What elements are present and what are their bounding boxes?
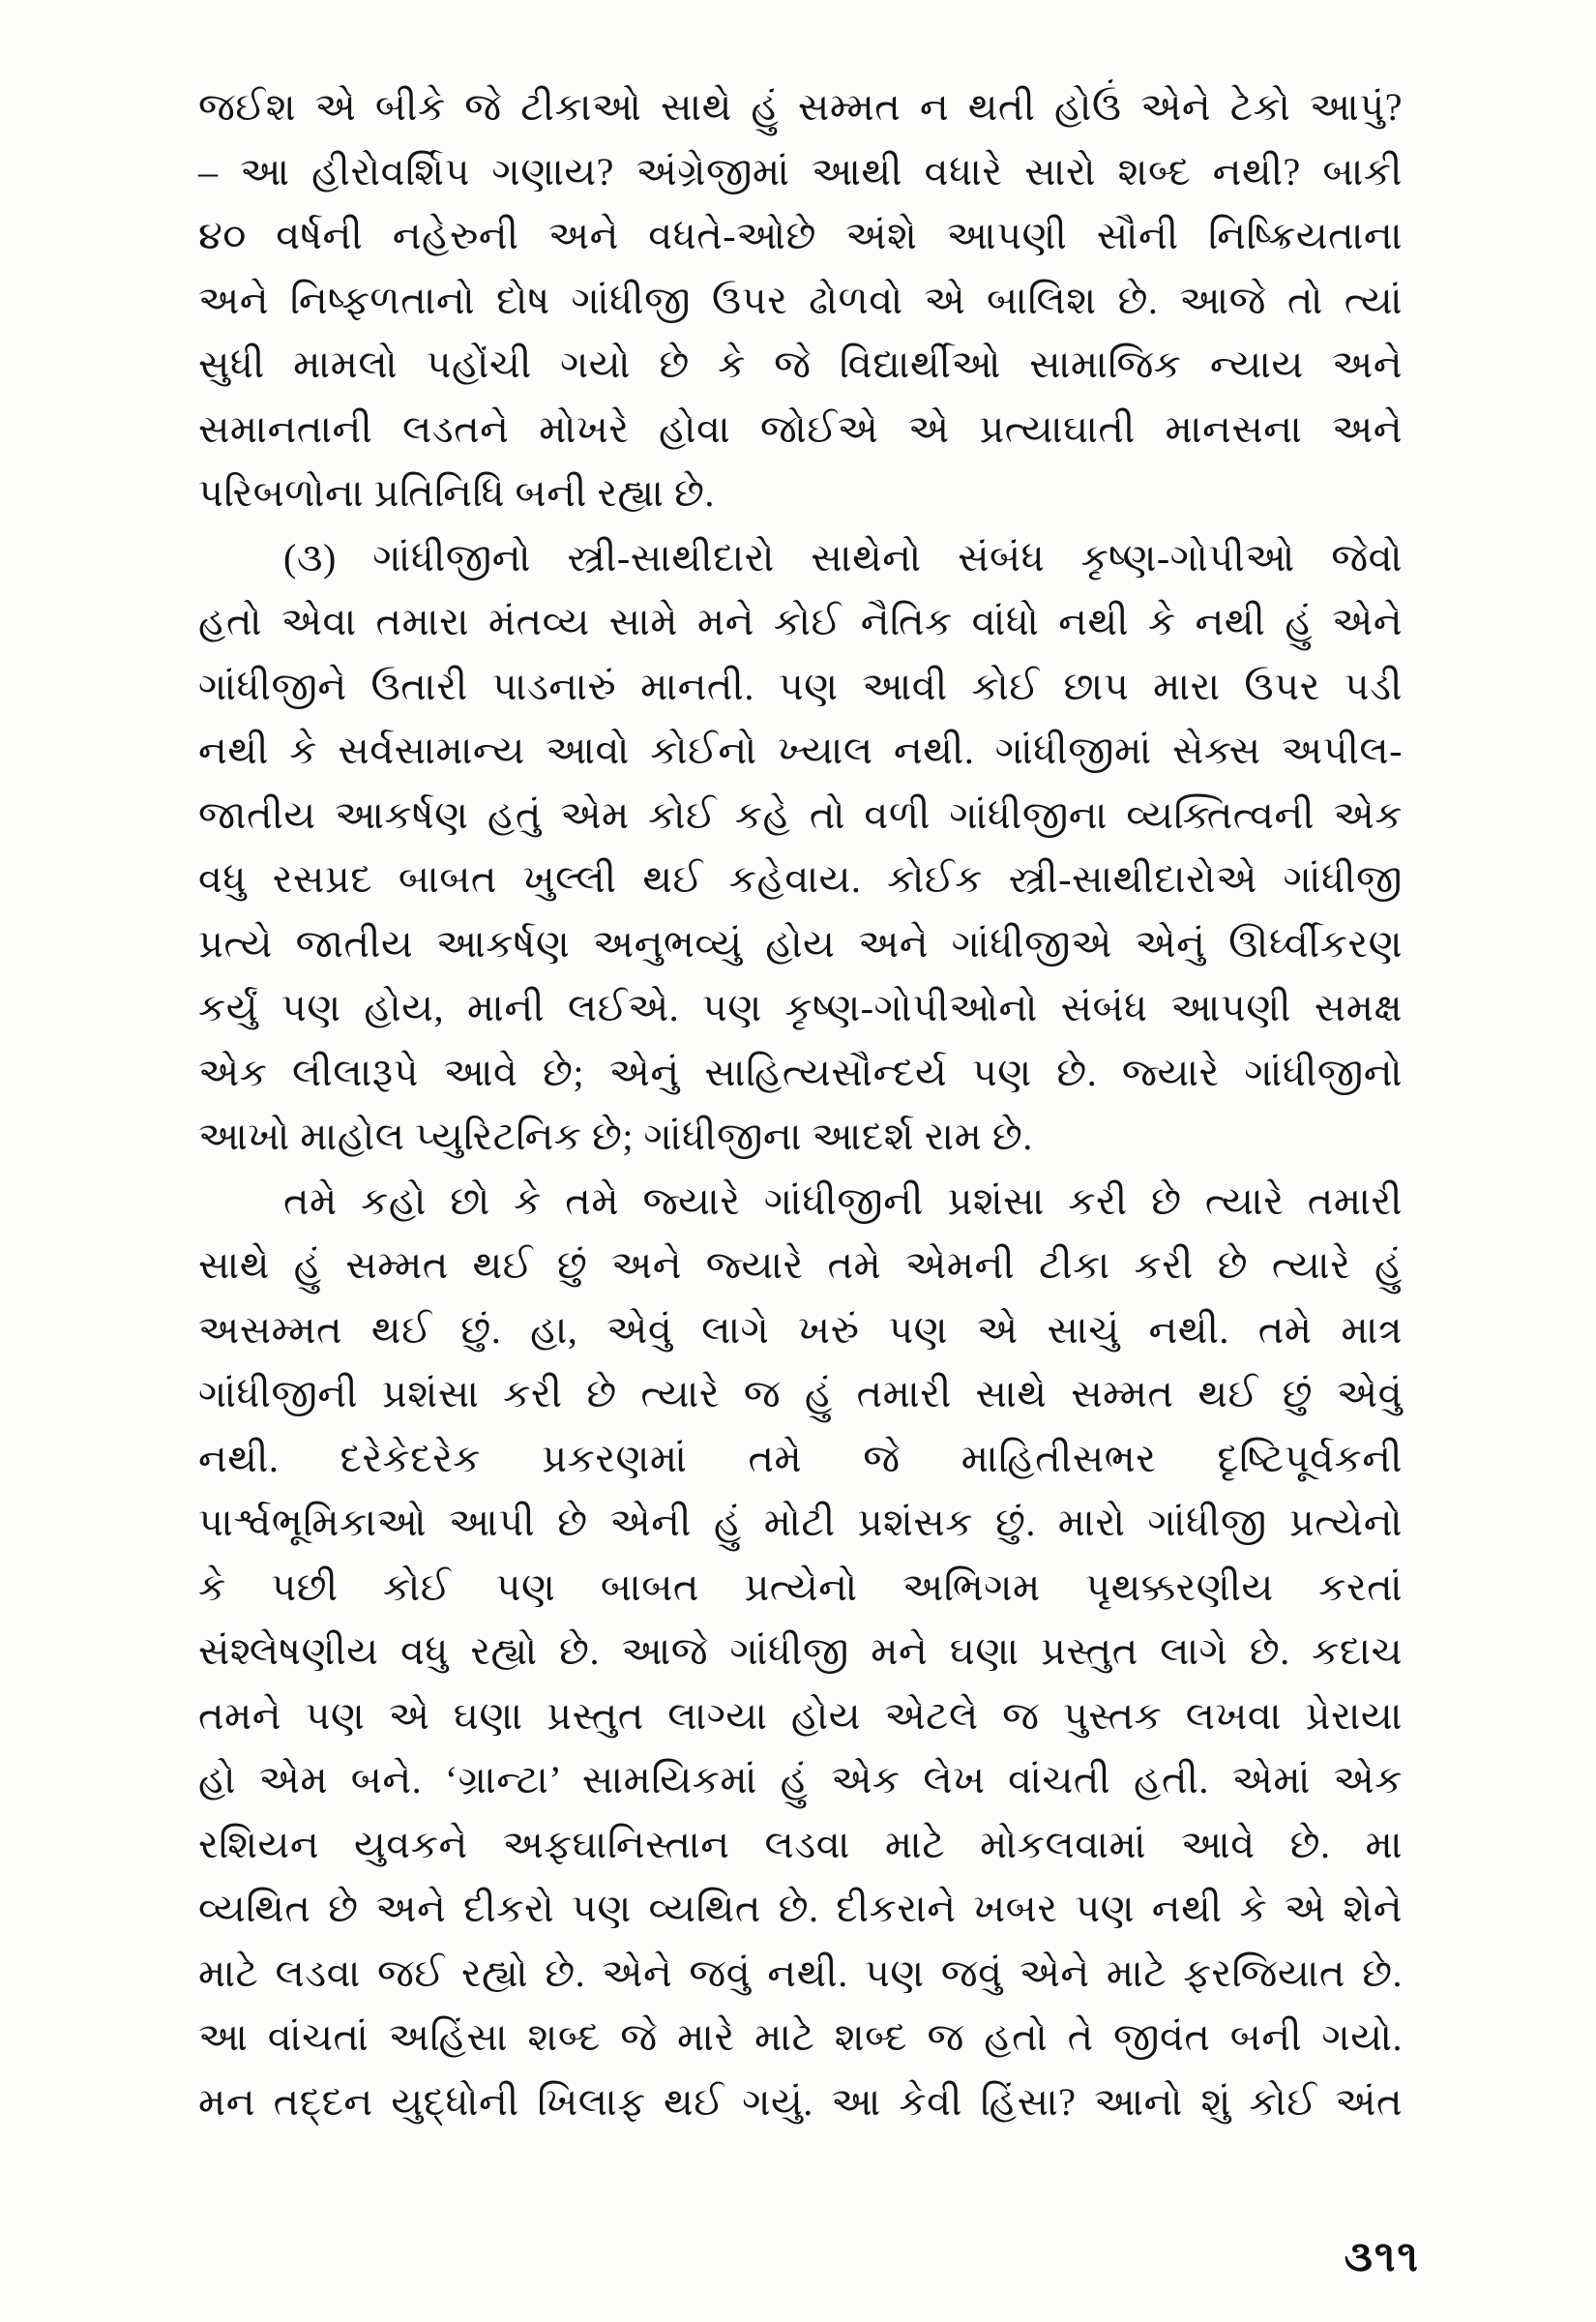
text-line: મન તદ્દન યુદ્ધોની ખિલાફ થઈ ગયું. આ કેવી હિંસા? આનો શું કોઈ અંત xyxy=(198,2079,1403,2124)
text-line: ૪૦ વર્ષની નહેરુની અને વધતે-ઓછે અંશે આપણી સૌની નિષ્ક્રિયતાના xyxy=(198,214,1403,257)
text-line: કે પછી કોઈ પણ બાબત પ્રત્યેનો અભિગમ પૃથક્કરણીય કરતાં xyxy=(198,1564,1403,1609)
paragraph-continuation xyxy=(198,75,1403,526)
text-line: એક લીલારૂપે આવે છે; એનું સાહિત્યસૌન્દર્ય પણ છે. જ્યારે ગાંધીજીનો xyxy=(198,1050,1403,1094)
text-line: કર્યું પણ હોય, માની લઈએ. પણ કૃષ્ણ-ગોપીઓનો સંબંધ આપણી સમક્ષ xyxy=(198,986,1403,1029)
text-line: હો એમ બને. ‘ગ્રાન્ટા’ સામયિકમાં હું એક લેખ વાંચતી હતી. એમાં એક xyxy=(198,1758,1403,1801)
text-line: નથી. દરેકેદરેક પ્રકરણમાં તમે જે માહિતીસભર દૃષ્ટિપૂર્વકની xyxy=(198,1436,1403,1480)
text-line: અસમ્મત થઈ છું. હા, એવું લાગે ખરું પણ એ સાચું નથી. તમે માત્ર xyxy=(198,1307,1403,1352)
paragraph-praise-and-granta xyxy=(198,1170,1403,2135)
text-line: તમને પણ એ ઘણા પ્રસ્તુત લાગ્યા હોય એટલે જ પુસ્તક લખવા પ્રેરાયા xyxy=(198,1693,1403,1738)
text-line: પરિબળોના પ્રતિનિધિ બની રહ્યા છે. xyxy=(198,471,715,515)
text-line: સમાનતાની લડતને મોખરે હોવા જોઈએ એ પ્રત્યાઘાતી માનસના અને xyxy=(198,406,1403,451)
text-line: – આ હીરોવર્શિપ ગણાય? અંગ્રેજીમાં આથી વધારે સારો શબ્દ નથી? બાકી xyxy=(198,149,1403,194)
text-line: સંશ્લેષણીય વધુ રહ્યો છે. આજે ગાંધીજી મને ઘણા પ્રસ્તુત લાગે છે. કદાચ xyxy=(198,1629,1403,1673)
paragraph-point-3 xyxy=(198,526,1403,1170)
text-line: સુધી મામલો પહોંચી ગયો છે કે જે વિદ્યાર્થીઓ સામાજિક ન્યાય અને xyxy=(198,342,1403,386)
text-line: તમે કહો છો કે તમે જ્યારે ગાંધીજીની પ્રશંસા કરી છે ત્યારે તમારી xyxy=(283,1178,1403,1223)
text-line: પાર્શ્વભૂમિકાઓ આપી છે એની હું મોટી પ્રશંસક છું. મારો ગાંધીજી પ્રત્યેનો xyxy=(198,1501,1403,1544)
text-line: ગાંધીજીને ઉતારી પાડનારું માનતી. પણ આવી કોઈ છાપ મારા ઉપર પડી xyxy=(198,664,1403,708)
text-line: રશિયન યુવકને અફઘાનિસ્તાન લડવા માટે મોકલવામાં આવે છે. મા xyxy=(198,1822,1403,1866)
text-line: જઈશ એ બીકે જે ટીકાઓ સાથે હું સમ્મત ન થતી હોઉં એને ટેકો આપું? xyxy=(198,85,1403,129)
text-line: માટે લડવા જઈ રહ્યો છે. એને જવું નથી. પણ જવું એને માટે ફરજિયાત છે. xyxy=(198,1950,1403,1995)
text-line: નથી કે સર્વસામાન્ય આવો કોઈનો ખ્યાલ નથી. ગાંધીજીમાં સેક્સ અપીલ- xyxy=(198,729,1403,772)
text-line: વ્યથિત છે અને દીકરો પણ વ્યથિત છે. દીકરાને ખબર પણ નથી કે એ શેને xyxy=(198,1887,1403,1930)
text-line: આખો માહોલ પ્યુરિટનિક છે; ગાંધીજીના આદર્શ રામ છે. xyxy=(198,1115,1033,1158)
text-line: (૩) ગાંધીજીનો સ્ત્રી-સાથીદારો સાથેનો સંબંધ કૃષ્ણ-ગોપીઓ જેવો xyxy=(283,535,1403,580)
text-line: પ્રત્યે જાતીય આકર્ષણ અનુભવ્યું હોય અને ગાંધીજીએ એનું ઊર્ધ્વીકરણ xyxy=(198,921,1403,966)
text-line: સાથે હું સમ્મત થઈ છું અને જ્યારે તમે એમની ટીકા કરી છે ત્યારે હું xyxy=(198,1243,1403,1287)
text-line: અને નિષ્ફળતાનો દોષ ગાંધીજી ઉપર ઢોળવો એ બાલિશ છે. આજે તો ત્યાં xyxy=(198,278,1403,322)
text-line: આ વાંચતાં અહિંસા શબ્દ જે મારે માટે શબ્દ જ હતો તે જીવંત બની ગયો. xyxy=(198,2015,1403,2059)
text-line: જાતીય આકર્ષણ હતું એમ કોઈ કહે તો વળી ગાંધીજીના વ્યક્તિત્વની એક xyxy=(198,792,1403,837)
text-block xyxy=(198,75,1403,2134)
text-line: હતો એવા તમારા મંતવ્ય સામે મને કોઈ નૈતિક વાંધો નથી કે નથી હું એને xyxy=(198,600,1403,643)
text-line: વધુ રસપ્રદ બાબત ખુલ્લી થઈ કહેવાય. કોઈક સ્ત્રી-સાથીદારોએ ગાંધીજી xyxy=(198,857,1403,901)
page-number: ૩૧૧ xyxy=(1344,2233,1420,2280)
text-line: ગાંધીજીની પ્રશંસા કરી છે ત્યારે જ હું તમારી સાથે સમ્મત થઈ છું એવું xyxy=(198,1372,1403,1415)
